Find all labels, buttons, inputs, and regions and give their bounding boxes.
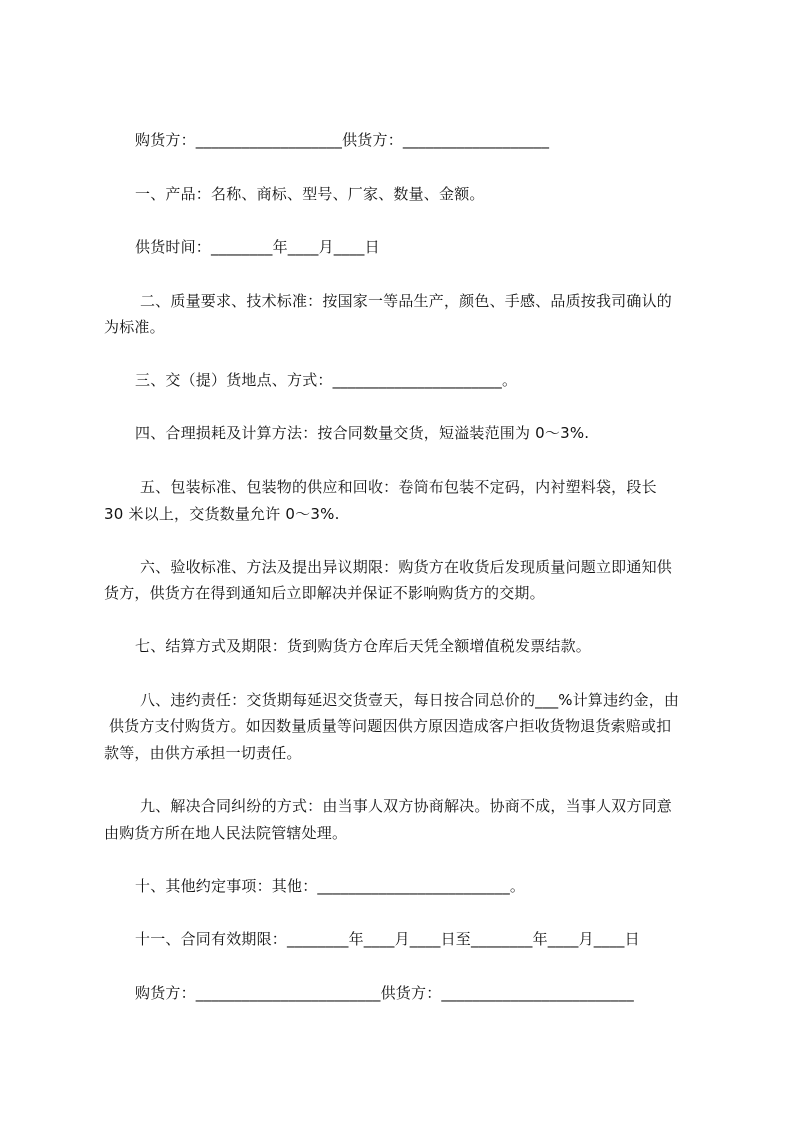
delivery-time-line: 供货时间：________年____月____日	[135, 238, 380, 256]
clause-5-line-2: 30 米以上，交货数量允许 0～3%.	[104, 505, 340, 523]
clause-2-line-2: 为标准。	[104, 318, 165, 336]
clause-8-line-1: 八、违约责任：交货期每延迟交货壹天，每日按合同总价的___%计算违约金，由	[135, 691, 680, 709]
clause-7: 七、结算方式及期限：货到购货方仓库后天凭全额增值税发票结款。	[135, 637, 592, 655]
clause-9-line-1: 九、解决合同纠纷的方式：由当事人双方协商解决。协商不成，当事人双方同意	[135, 797, 672, 815]
footer-parties-line: 购货方：________________________供货方：_________________________	[135, 984, 634, 1002]
clause-1: 一、产品：名称、商标、型号、厂家、数量、金额。	[135, 185, 485, 203]
clause-3: 三、交（提）货地点、方式：______________________。	[135, 371, 518, 389]
clause-6-line-2: 货方，供货方在得到通知后立即解决并保证不影响购货方的交期。	[104, 584, 545, 602]
header-parties-line: 购货方：___________________供货方：___________________	[135, 131, 550, 149]
clause-5-line-1: 五、包装标准、包装物的供应和回收：卷筒布包装不定码，内衬塑料袋，段长	[135, 478, 657, 496]
clause-6-line-1: 六、验收标准、方法及提出异议期限：购货方在收货后发现质量问题立即通知供	[135, 558, 672, 576]
clause-8-line-3: 款等，由供方承担一切责任。	[104, 744, 302, 762]
clause-4: 四、合理损耗及计算方法：按合同数量交货，短溢装范围为 0～3%.	[135, 424, 590, 442]
clause-8-line-2: 供货方支付购货方。如因数量质量等问题因供方原因造成客户拒收货物退货索赔或扣	[104, 717, 672, 735]
clause-9-line-2: 由购货方所在地人民法院管辖处理。	[104, 824, 348, 842]
clause-11: 十一、合同有效期限：________年____月____日至________年____月____日	[135, 930, 640, 948]
clause-2-line-1: 二、质量要求、技术标准：按国家一等品生产，颜色、手感、品质按我司确认的	[135, 292, 672, 310]
clause-10: 十、其他约定事项：其他：_________________________。	[135, 877, 526, 895]
